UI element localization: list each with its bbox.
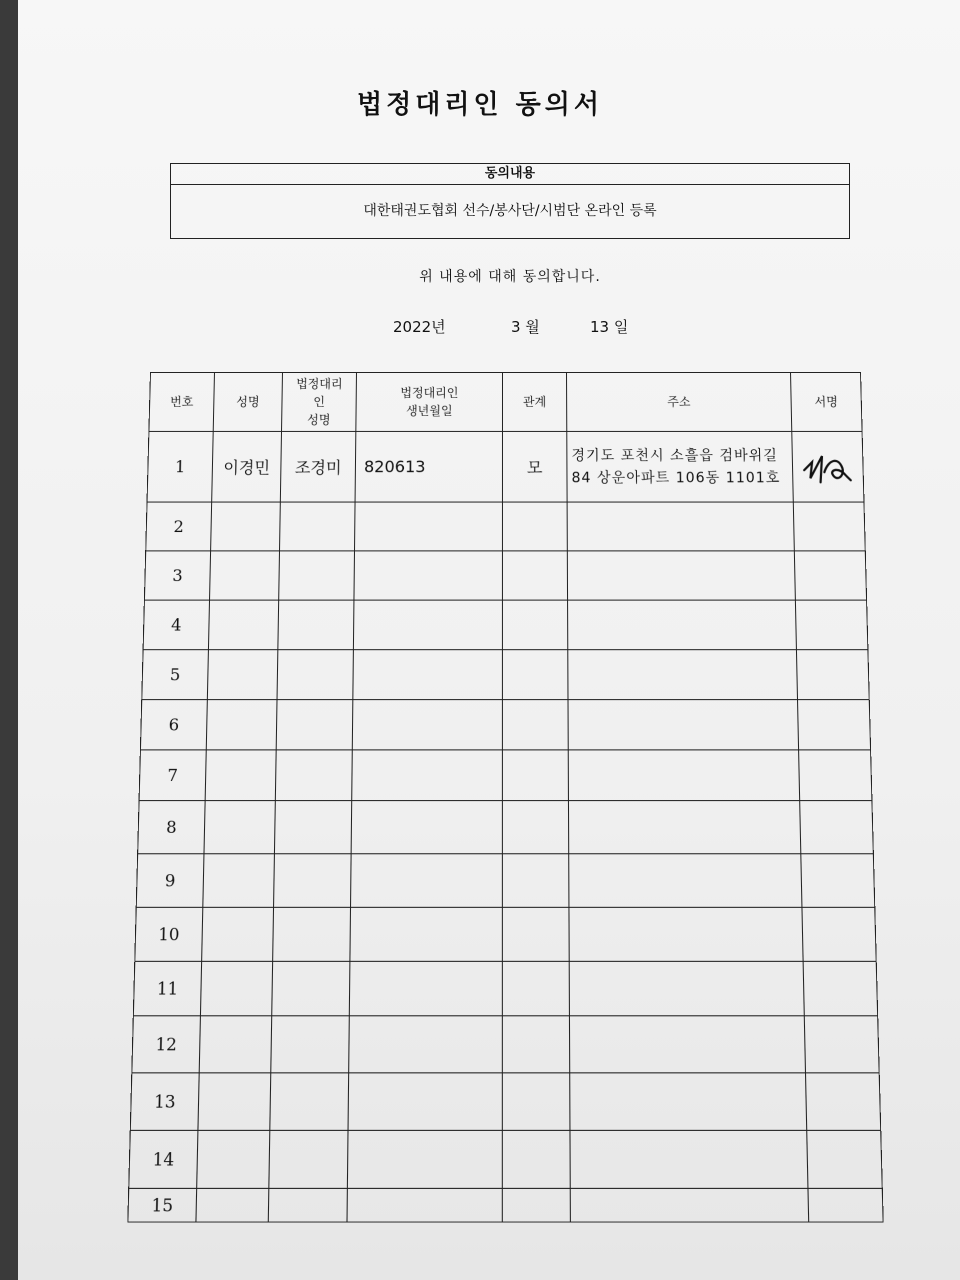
table-row [130,1073,880,1131]
consent-header: 동의내용 [171,164,849,185]
empty-cell [205,750,276,801]
header-name: 성명 [213,372,282,431]
empty-cell [502,600,567,650]
row-number: 10 [135,907,203,961]
empty-cell [353,600,502,650]
table-row [144,551,866,600]
row-guardian-name: 조경미 [280,431,356,502]
empty-cell [804,1016,879,1073]
handwritten-signature [797,441,859,491]
empty-cell [197,1130,270,1188]
table-header-row [149,372,862,431]
empty-cell [502,854,569,908]
header-guardian-birth [356,372,503,431]
empty-cell [268,1188,347,1222]
empty-cell [211,502,281,551]
header-no: 번호 [149,372,215,431]
empty-cell [502,907,569,961]
empty-cell [200,961,272,1015]
table-row [129,1130,883,1188]
empty-cell [351,854,503,908]
date-day: 13 일 [590,318,629,336]
row-guardian-birth: 820613 [355,431,502,502]
empty-cell [352,700,502,750]
empty-cell [796,650,869,700]
empty-cell [203,854,275,908]
empty-cell [798,700,871,750]
row-number: 3 [144,551,210,600]
empty-cell [270,1073,349,1131]
consent-box [170,163,850,239]
empty-cell [502,801,568,854]
row-number: 2 [146,502,212,551]
row-relation: 모 [502,431,567,502]
header-guardian-name [282,372,357,431]
row-name: 이경민 [212,431,282,502]
empty-cell [276,700,353,750]
row-signature [792,431,864,502]
empty-cell [794,551,866,600]
empty-cell [800,801,874,854]
table-row [143,600,868,650]
empty-cell [569,854,802,908]
row-address: 경기도 포천시 소흘읍 검바위길 84 상운아파트 106동 1101호 [567,431,794,502]
empty-cell [277,650,353,700]
agree-statement: 위 내용에 대해 동의합니다. [419,269,601,285]
empty-cell [568,600,797,650]
empty-cell [354,551,503,600]
empty-cell [808,1188,883,1222]
empty-cell [801,854,875,908]
empty-cell [802,907,876,961]
empty-cell [210,551,280,600]
empty-cell [196,1188,269,1222]
empty-cell [502,650,568,700]
row-number: 4 [143,600,209,650]
header-relation: 관계 [502,372,566,431]
empty-cell [569,961,804,1015]
row-number: 11 [133,961,201,1015]
table-row [136,854,875,908]
row-number: 5 [142,650,209,700]
row-number: 14 [129,1130,198,1188]
consent-text: 대한태권도협회 선수/봉사단/시범단 온라인 등록 [363,203,657,219]
row-number: 9 [136,854,204,908]
empty-cell [502,961,569,1015]
header-birth-line2: 생년월일 [405,403,453,418]
empty-cell [570,1188,808,1222]
row-number: 13 [130,1073,199,1131]
empty-cell [272,961,350,1015]
empty-cell [207,650,278,700]
guardian-table [127,372,883,1223]
empty-cell [350,907,502,961]
table-row [139,750,872,801]
table-row [133,961,877,1015]
empty-cell [347,1188,502,1222]
empty-cell [502,1016,569,1073]
empty-cell [274,854,352,908]
empty-cell [502,1188,570,1222]
empty-cell [569,907,803,961]
table-row [128,1188,883,1222]
empty-cell [352,750,503,801]
row-number: 15 [128,1188,197,1222]
table-row [147,431,864,502]
empty-cell [198,1073,271,1131]
date-year: 2022년 [393,318,446,336]
header-sign: 서명 [791,372,863,431]
empty-cell [275,750,352,801]
empty-cell [568,801,800,854]
empty-cell [204,801,275,854]
table-row [135,907,876,961]
empty-cell [568,750,799,801]
empty-cell [803,961,878,1015]
empty-cell [502,750,568,801]
empty-cell [273,907,351,961]
empty-cell [793,502,865,551]
empty-cell [271,1016,350,1073]
empty-cell [502,551,567,600]
empty-cell [799,750,872,801]
header-guardian-line3: 성명 [307,412,331,427]
row-number: 12 [132,1016,201,1073]
row-number: 7 [139,750,206,801]
empty-cell [349,1016,503,1073]
empty-cell [569,1016,805,1073]
date-month: 3 월 [511,318,540,336]
table-row [138,801,874,854]
header-birth-line1: 법정대리인 [400,385,459,400]
table-row [132,1016,879,1073]
empty-cell [280,502,356,551]
empty-cell [502,700,568,750]
empty-cell [349,961,502,1015]
empty-cell [278,600,354,650]
header-guardian-line2: 인 [313,394,325,409]
empty-cell [348,1073,502,1131]
empty-cell [567,502,794,551]
empty-cell [274,801,351,854]
empty-cell [502,1073,570,1131]
empty-cell [568,700,799,750]
table-row [140,700,870,750]
row-number: 6 [140,700,207,750]
empty-cell [570,1073,807,1131]
row-number: 1 [147,431,213,502]
empty-cell [199,1016,272,1073]
empty-cell [795,600,868,650]
empty-cell [568,650,798,700]
header-guardian-line1: 법정대리 [296,376,343,391]
empty-cell [279,551,355,600]
header-address: 주소 [567,372,792,431]
empty-cell [354,502,502,551]
empty-cell [502,1130,570,1188]
empty-cell [353,650,503,700]
empty-cell [269,1130,348,1188]
empty-cell [502,502,567,551]
document-title: 법정대리인 동의서 [357,90,603,120]
empty-cell [570,1130,808,1188]
empty-cell [351,801,502,854]
empty-cell [206,700,277,750]
empty-cell [202,907,274,961]
empty-cell [807,1130,883,1188]
empty-cell [567,551,795,600]
row-number: 8 [138,801,205,854]
table-row [142,650,869,700]
empty-cell [805,1073,880,1131]
empty-cell [347,1130,502,1188]
table-row [146,502,866,551]
empty-cell [208,600,278,650]
